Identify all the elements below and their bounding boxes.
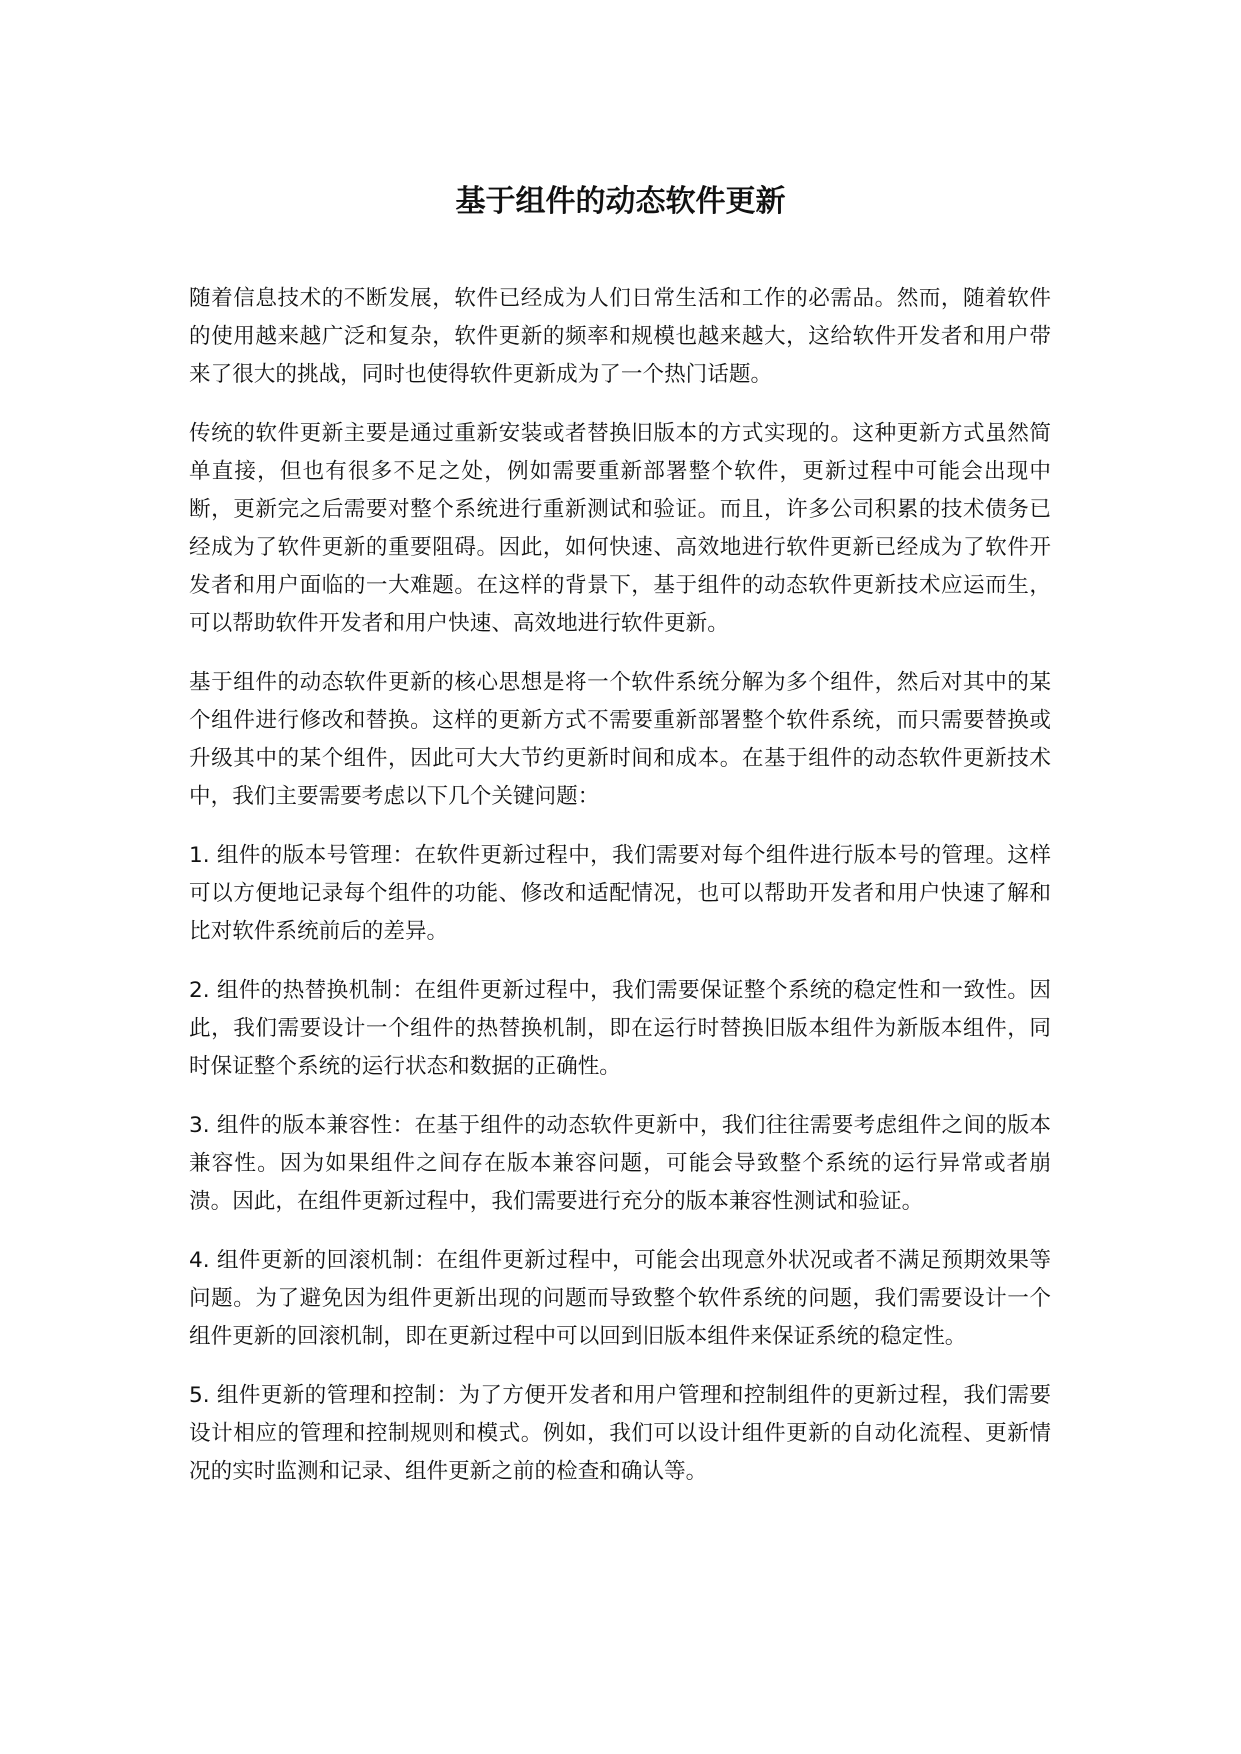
list-item-version-management: 1. 组件的版本号管理：在软件更新过程中，我们需要对每个组件进行版本号的管理。这样可以方便地记录每个组件的功能、修改和适配情况，也可以帮助开发者和用户快速了解和比对软件系统前后的差异。 [189, 843, 1051, 944]
page-title: 基于组件的动态软件更新 [455, 184, 786, 219]
paragraph-traditional-update: 传统的软件更新主要是通过重新安装或者替换旧版本的方式实现的。这种更新方式虽然简单直接，但也有很多不足之处，例如需要重新部署整个软件，更新过程中可能会出现中断，更新完之后需要对整个系统进行重新测试和验证。而且，许多公司积累的技术债务已经成为了软件更新的重要阻碍。因此，如何快速、高效地进行软件更新已经成为了软件开发者和用户面临的一大难题。在这样的背景下，基于组件的动态软件更新技术应运而生，可以帮助软件开发者和用户快速、高效地进行软件更新。 [189, 421, 1051, 636]
paragraph-core-idea: 基于组件的动态软件更新的核心思想是将一个软件系统分解为多个组件，然后对其中的某个组件进行修改和替换。这样的更新方式不需要重新部署整个软件系统，而只需要替换或升级其中的某个组件，因此可大大节约更新时间和成本。在基于组件的动态软件更新技术中，我们主要需要考虑以下几个关键问题： [189, 670, 1051, 809]
document-body [189, 280, 1051, 1512]
list-item-rollback: 4. 组件更新的回滚机制：在组件更新过程中，可能会出现意外状况或者不满足预期效果等问题。为了避免因为组件更新出现的问题而导致整个软件系统的问题，我们需要设计一个组件更新的回滚机制，即在更新过程中可以回到旧版本组件来保证系统的稳定性。 [189, 1248, 1051, 1349]
list-item-management-control: 5. 组件更新的管理和控制：为了方便开发者和用户管理和控制组件的更新过程，我们需要设计相应的管理和控制规则和模式。例如，我们可以设计组件更新的自动化流程、更新情况的实时监测和记录、组件更新之前的检查和确认等。 [189, 1383, 1051, 1484]
list-item-hot-swap: 2. 组件的热替换机制：在组件更新过程中，我们需要保证整个系统的稳定性和一致性。因此，我们需要设计一个组件的热替换机制，即在运行时替换旧版本组件为新版本组件，同时保证整个系统的运行状态和数据的正确性。 [189, 978, 1051, 1079]
list-item-compatibility: 3. 组件的版本兼容性：在基于组件的动态软件更新中，我们往往需要考虑组件之间的版本兼容性。因为如果组件之间存在版本兼容问题，可能会导致整个系统的运行异常或者崩溃。因此，在组件更新过程中，我们需要进行充分的版本兼容性测试和验证。 [189, 1113, 1051, 1214]
paragraph-intro: 随着信息技术的不断发展，软件已经成为人们日常生活和工作的必需品。然而，随着软件的使用越来越广泛和复杂，软件更新的频率和规模也越来越大，这给软件开发者和用户带来了很大的挑战，同时也使得软件更新成为了一个热门话题。 [189, 286, 1051, 387]
